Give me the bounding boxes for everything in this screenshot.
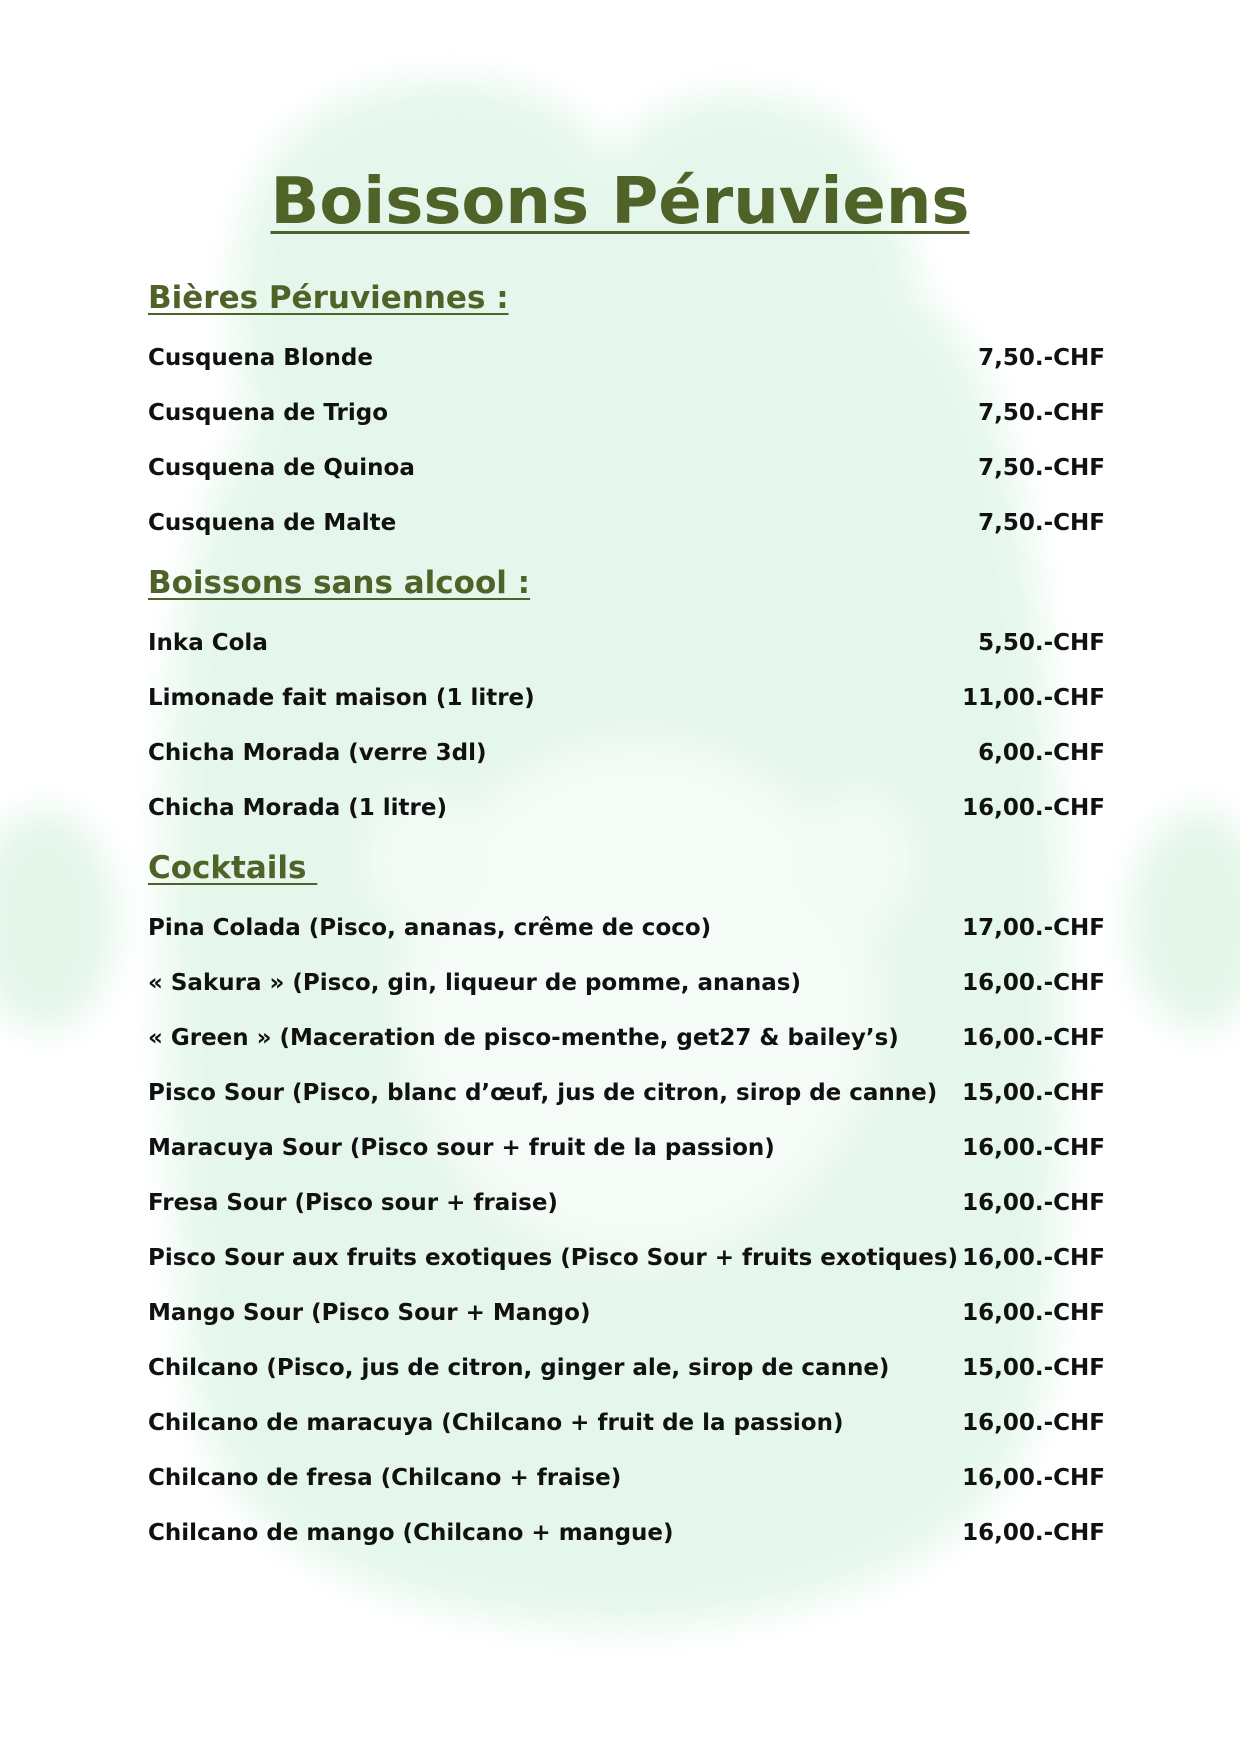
menu-item — [148, 910, 1105, 946]
menu-item-name: Cusquena de Quinoa — [148, 455, 415, 481]
menu-item — [148, 340, 1105, 376]
page-title: Boissons Péruviens — [270, 165, 970, 239]
menu-item-price: 16,00.-CHF — [962, 1300, 1105, 1326]
menu-item-name: « Green » (Maceration de pisco-menthe, get27 & bailey’s) — [148, 1025, 899, 1051]
menu-item — [148, 790, 1105, 826]
menu-item-name: Cusquena Blonde — [148, 345, 373, 371]
menu-item-price: 16,00.-CHF — [962, 1135, 1105, 1161]
menu-item — [148, 395, 1105, 431]
menu-item-price: 16,00.-CHF — [962, 970, 1105, 996]
menu-item-price: 16,00.-CHF — [962, 1025, 1105, 1051]
menu-item — [148, 965, 1105, 1001]
menu-item — [148, 625, 1105, 661]
menu-item — [148, 450, 1105, 486]
menu-item-name: Limonade fait maison (1 litre) — [148, 685, 535, 711]
menu-item-price: 11,00.-CHF — [962, 685, 1105, 711]
menu-item-name: Cusquena de Malte — [148, 510, 397, 536]
menu-item-name: Fresa Sour (Pisco sour + fraise) — [148, 1190, 558, 1216]
menu-item-name: Chicha Morada (verre 3dl) — [148, 740, 487, 766]
menu-item-price: 7,50.-CHF — [978, 400, 1105, 426]
menu-item — [148, 1295, 1105, 1331]
menu-item-name: Maracuya Sour (Pisco sour + fruit de la passion) — [148, 1135, 775, 1161]
menu-item-name: Mango Sour (Pisco Sour + Mango) — [148, 1300, 591, 1326]
menu-item — [148, 1350, 1105, 1386]
menu-item-price: 7,50.-CHF — [978, 345, 1105, 371]
menu-item-price: 7,50.-CHF — [978, 510, 1105, 536]
menu-item-price: 16,00.-CHF — [962, 1190, 1105, 1216]
menu-item-price: 16,00.-CHF — [962, 795, 1105, 821]
menu-item-price: 15,00.-CHF — [962, 1080, 1105, 1106]
menu-item-name: Pina Colada (Pisco, ananas, crême de coco) — [148, 915, 712, 941]
menu-item-name: Pisco Sour aux fruits exotiques (Pisco Sour + fruits exotiques) — [148, 1245, 959, 1271]
menu-item-price: 5,50.-CHF — [978, 630, 1105, 656]
menu-item-name: Chilcano de maracuya (Chilcano + fruit de la passion) — [148, 1410, 844, 1436]
menu-item — [148, 1185, 1105, 1221]
menu-item — [148, 1515, 1105, 1551]
menu-item-name: Pisco Sour (Pisco, blanc d’œuf, jus de citron, sirop de canne) — [148, 1080, 938, 1106]
menu-item-price: 16,00.-CHF — [962, 1410, 1105, 1436]
section-heading-bieres: Bières Péruviennes : — [148, 280, 509, 316]
menu-item-price: 15,00.-CHF — [962, 1355, 1105, 1381]
menu-item — [148, 735, 1105, 771]
menu-item-name: « Sakura » (Pisco, gin, liqueur de pomme, ananas) — [148, 970, 801, 996]
menu-item-price: 16,00.-CHF — [962, 1520, 1105, 1546]
menu-item-name: Cusquena de Trigo — [148, 400, 389, 426]
menu-item-price: 7,50.-CHF — [978, 455, 1105, 481]
menu-item-name: Inka Cola — [148, 630, 268, 656]
menu-item — [148, 505, 1105, 541]
menu-item — [148, 1020, 1105, 1056]
menu-item-price: 16,00.-CHF — [962, 1245, 1105, 1271]
menu-item-price: 16,00.-CHF — [962, 1465, 1105, 1491]
menu-item-name: Chilcano de fresa (Chilcano + fraise) — [148, 1465, 622, 1491]
menu-item-name: Chicha Morada (1 litre) — [148, 795, 447, 821]
menu-item — [148, 1130, 1105, 1166]
section-heading-cocktails: Cocktails — [148, 850, 318, 886]
menu-item-name: Chilcano (Pisco, jus de citron, ginger ale, sirop de canne) — [148, 1355, 890, 1381]
section-heading-sans-alcool: Boissons sans alcool : — [148, 565, 531, 601]
menu-item-name: Chilcano de mango (Chilcano + mangue) — [148, 1520, 674, 1546]
menu-item-price: 6,00.-CHF — [978, 740, 1105, 766]
menu-item — [148, 1240, 1105, 1276]
menu-item — [148, 1405, 1105, 1441]
menu-item — [148, 680, 1105, 716]
menu-item — [148, 1075, 1105, 1111]
menu-item-price: 17,00.-CHF — [962, 915, 1105, 941]
menu-item — [148, 1460, 1105, 1496]
